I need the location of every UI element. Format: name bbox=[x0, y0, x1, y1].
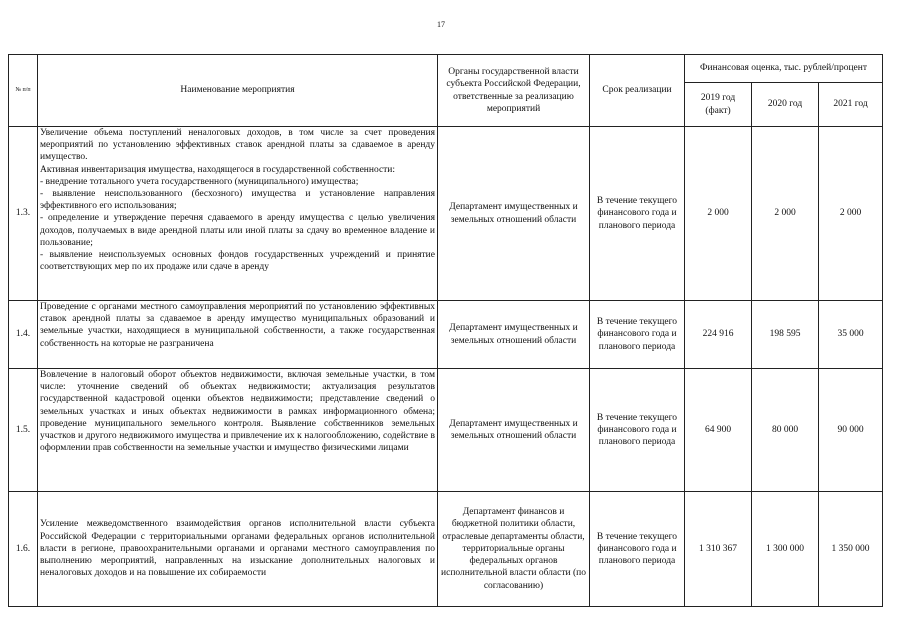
measure-text-line: - определение и утверждение перечня сдаваемого в аренду имущества с целью увеличения доходов, получаемых в виде арендной платы или иной платы за сдачу во временное владение и пользование; bbox=[40, 213, 435, 248]
row-number: 1.3. bbox=[9, 127, 38, 301]
header-name: Наименование мероприятия bbox=[38, 55, 438, 127]
value-2019: 224 916 bbox=[685, 301, 752, 369]
measure-text-line: - выявление неиспользуемых основных фондов государственных учреждений и принятие соответствующих мер по их продаже или сдаче в аренду bbox=[40, 250, 435, 273]
implementation-term: В течение текущего финансового года и планового периода bbox=[590, 127, 685, 301]
implementation-term: В течение текущего финансового года и планового периода bbox=[590, 301, 685, 369]
measure-name bbox=[38, 301, 438, 369]
measure-text-line: - внедрение тотального учета государственного (муниципального) имущества; bbox=[40, 176, 359, 187]
table-row bbox=[9, 127, 883, 301]
header-num: № п/п bbox=[9, 55, 38, 127]
responsible-org: Департамент имущественных и земельных отношений области bbox=[438, 127, 590, 301]
value-2020: 80 000 bbox=[752, 369, 819, 492]
value-2021: 90 000 bbox=[819, 369, 883, 492]
measure-text-line: Усиление межведомственного взаимодействия органов исполнительной власти субъекта Российской Федерации с территориальными органами федеральных органов исполнительной власти в регионе, правоохранительными органами и органами местного самоуправления по выполнению мероприятий, направленных на изыскание дополнительных налоговых и неналоговых доходов и на повышение их собираемости bbox=[40, 519, 435, 579]
measure-name bbox=[38, 127, 438, 301]
header-term: Срок реализации bbox=[590, 55, 685, 127]
value-2021: 35 000 bbox=[819, 301, 883, 369]
value-2020: 1 300 000 bbox=[752, 492, 819, 607]
measure-name bbox=[38, 369, 438, 492]
responsible-org: Департамент имущественных и земельных отношений области bbox=[438, 369, 590, 492]
value-2021: 1 350 000 bbox=[819, 492, 883, 607]
header-2019: 2019 год (факт) bbox=[685, 83, 752, 127]
measure-name bbox=[38, 492, 438, 607]
header-org: Органы государственной власти субъекта Российской Федерации, ответственные за реализацию мероприятий bbox=[438, 55, 590, 127]
value-2019: 2 000 bbox=[685, 127, 752, 301]
measure-text-line: Увеличение объема поступлений неналоговых доходов, в том числе за счет проведения мероприятий по установлению эффективных ставок арендной платы за сдаваемое в аренду имущество. bbox=[40, 128, 435, 163]
measure-text-line: Вовлечение в налоговый оборот объектов недвижимости, включая земельные участки, в том числе: уточнение сведений об объектах недвижимости; актуализация результатов государственной кадастровой оценки объектов недвижимости; представление сведений о земельных участках и иных объектах недвижимости в рамках информационного обмена; проведение муниципального земельного контроля. Выявление собственников земельных участков и другого недвижимого имущества и привлечение их к налогообложению, содействие в оформлении прав собственности на земельные участки и имущество физическими лицами bbox=[40, 370, 435, 454]
page-number: 17 bbox=[437, 20, 445, 29]
value-2019: 64 900 bbox=[685, 369, 752, 492]
responsible-org: Департамент имущественных и земельных отношений области bbox=[438, 301, 590, 369]
value-2021: 2 000 bbox=[819, 127, 883, 301]
row-number: 1.4. bbox=[9, 301, 38, 369]
measure-text-line: - выявление неиспользованного (бесхозного) имущества и установление направления эффективного его использования; bbox=[40, 189, 435, 212]
value-2020: 198 595 bbox=[752, 301, 819, 369]
implementation-term: В течение текущего финансового года и планового периода bbox=[590, 369, 685, 492]
header-2021: 2021 год bbox=[819, 83, 883, 127]
header-2020: 2020 год bbox=[752, 83, 819, 127]
implementation-term: В течение текущего финансового года и планового периода bbox=[590, 492, 685, 607]
value-2020: 2 000 bbox=[752, 127, 819, 301]
table-row bbox=[9, 301, 883, 369]
row-number: 1.5. bbox=[9, 369, 38, 492]
measure-text-line: Проведение с органами местного самоуправления мероприятий по установлению эффективных ставок арендной платы за сдаваемое в аренду имущество муниципальных образований и земельные участки, находящиеся в муниципальной собственности, а также государственная собственность на которые не разграничена bbox=[40, 302, 435, 349]
row-number: 1.6. bbox=[9, 492, 38, 607]
header-row-1 bbox=[9, 55, 883, 83]
table-row bbox=[9, 369, 883, 492]
measure-text-line: Активная инвентаризация имущества, находящегося в государственной собственности: bbox=[40, 164, 396, 175]
header-finance: Финансовая оценка, тыс. рублей/процент bbox=[685, 55, 883, 83]
table-row bbox=[9, 492, 883, 607]
measures-table bbox=[8, 54, 883, 607]
value-2019: 1 310 367 bbox=[685, 492, 752, 607]
responsible-org: Департамент финансов и бюджетной политики области, отраслевые департаменты области, территориальные органы федеральных органов исполнительной власти области (по согласованию) bbox=[438, 492, 590, 607]
